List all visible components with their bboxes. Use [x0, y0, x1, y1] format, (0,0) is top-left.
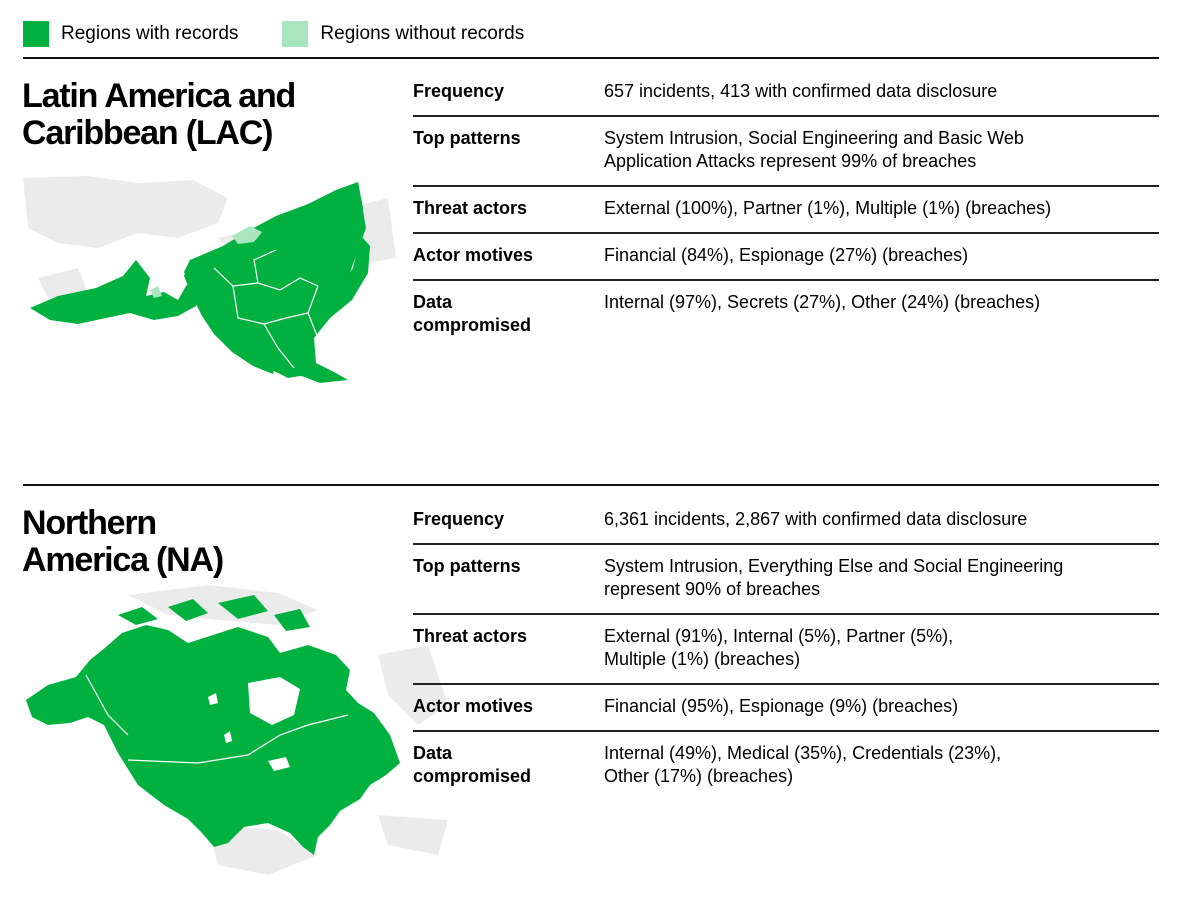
region-title-na: [22, 505, 223, 579]
fact-value-line: Financial (95%), Espionage (9%) (breaches): [604, 696, 959, 716]
fact-value-line: Financial (84%), Espionage (27%) (breaches): [604, 245, 969, 265]
fact-value-line: Multiple (1%) (breaches): [604, 649, 801, 669]
fact-value-line: System Intrusion, Social Engineering and Basic Web: [604, 128, 1024, 148]
fact-value-line: External (100%), Partner (1%), Multiple (1%) (breaches): [604, 198, 1052, 218]
fact-value-line: Application Attacks represent 99% of breaches: [604, 151, 977, 171]
title-line: America (NA): [22, 541, 223, 579]
fact-label: [413, 625, 604, 671]
map-legend: [23, 20, 568, 48]
fact-value: [604, 127, 1159, 173]
map-region-with-records: [26, 625, 400, 855]
fact-label-line: Actor motives: [413, 245, 534, 265]
fact-label: [413, 742, 604, 788]
fact-value: [604, 555, 1159, 601]
fact-row-frequency: [413, 498, 1159, 545]
fact-label-line: compromised: [413, 766, 532, 786]
fact-value: [604, 508, 1159, 531]
section-divider: [23, 57, 1159, 59]
title-line: Northern: [22, 504, 156, 542]
fact-value-line: 6,361 incidents, 2,867 with confirmed data disclosure: [604, 509, 1028, 529]
fact-value-line: represent 90% of breaches: [604, 579, 821, 599]
fact-row-actor-motives: [413, 685, 1159, 732]
section-divider: [23, 484, 1159, 486]
fact-label-line: Actor motives: [413, 696, 534, 716]
fact-label-line: Data: [413, 292, 453, 312]
fact-label-line: Threat actors: [413, 626, 528, 646]
fact-label: [413, 695, 604, 718]
lac-map: [18, 168, 398, 438]
fact-value: [604, 197, 1159, 220]
fact-value: [604, 695, 1159, 718]
fact-row-frequency: [413, 70, 1159, 117]
fact-value: [604, 80, 1159, 103]
legend-swatch-without-records: [282, 21, 308, 47]
fact-value-line: System Intrusion, Everything Else and Social Engineering: [604, 556, 1064, 576]
title-line: Caribbean (LAC): [22, 114, 273, 152]
fact-row-top-patterns: [413, 117, 1159, 187]
fact-row-data-compromised: [413, 732, 1159, 800]
fact-label: [413, 244, 604, 267]
fact-value-line: 657 incidents, 413 with confirmed data disclosure: [604, 81, 998, 101]
fact-row-data-compromised: [413, 281, 1159, 349]
legend-item-with-records: [23, 21, 238, 47]
na-map: [18, 585, 458, 885]
fact-label-line: compromised: [413, 315, 532, 335]
fact-label: [413, 508, 604, 531]
fact-row-top-patterns: [413, 545, 1159, 615]
fact-label-line: Frequency: [413, 509, 505, 529]
legend-label: Regions without records: [320, 23, 525, 44]
fact-label-line: Threat actors: [413, 198, 528, 218]
fact-label: [413, 80, 604, 103]
fact-label-line: Top patterns: [413, 128, 521, 148]
fact-label: [413, 197, 604, 220]
region-title-lac: [22, 78, 295, 152]
fact-value-line: Internal (49%), Medical (35%), Credentials (23%),: [604, 743, 1002, 763]
facts-table-lac: [413, 70, 1159, 349]
fact-row-actor-motives: [413, 234, 1159, 281]
fact-value: [604, 244, 1159, 267]
fact-value: [604, 291, 1159, 337]
fact-label: [413, 555, 604, 601]
facts-table-na: [413, 498, 1159, 800]
fact-label-line: Top patterns: [413, 556, 521, 576]
legend-label: Regions with records: [61, 23, 239, 44]
fact-label: [413, 127, 604, 173]
fact-label: [413, 291, 604, 337]
legend-swatch-with-records: [23, 21, 49, 47]
fact-value: [604, 625, 1159, 671]
legend-item-without-records: [282, 21, 524, 47]
fact-value-line: External (91%), Internal (5%), Partner (5%),: [604, 626, 954, 646]
fact-value-line: Internal (97%), Secrets (27%), Other (24%) (breaches): [604, 292, 1041, 312]
fact-row-threat-actors: [413, 187, 1159, 234]
fact-label-line: Data: [413, 743, 453, 763]
fact-row-threat-actors: [413, 615, 1159, 685]
title-line: Latin America and: [22, 77, 296, 115]
fact-label-line: Frequency: [413, 81, 505, 101]
fact-value-line: Other (17%) (breaches): [604, 766, 794, 786]
fact-value: [604, 742, 1159, 788]
